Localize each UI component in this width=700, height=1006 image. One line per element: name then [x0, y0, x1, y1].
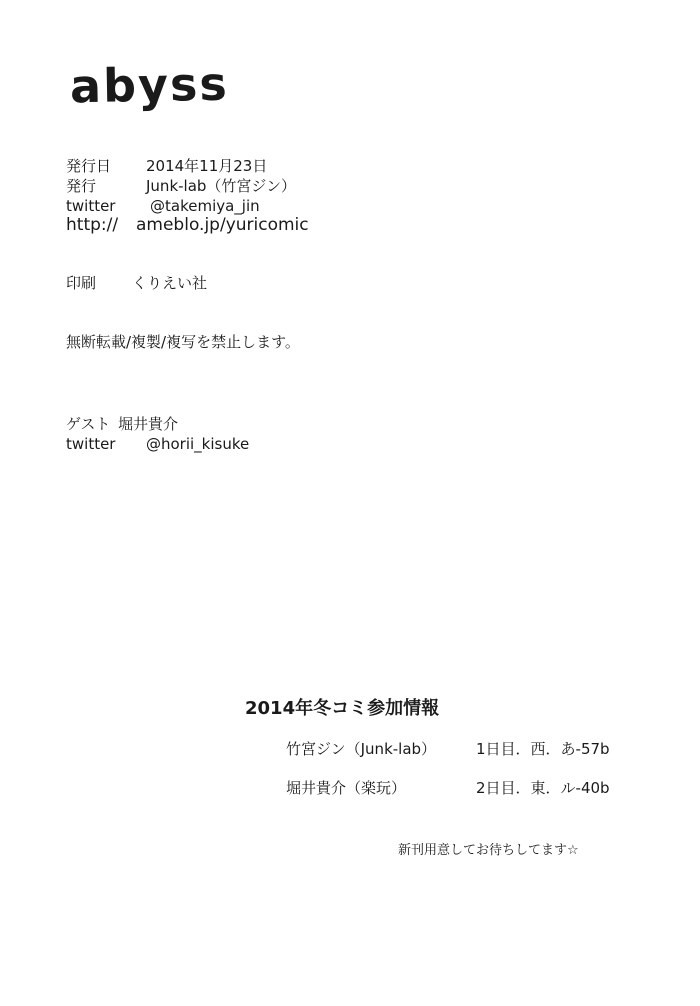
url-row [66, 216, 309, 236]
event-entry-name: 竹宮ジン（Junk-lab） [286, 740, 437, 758]
issue-date-value: 2014年11月23日 [146, 157, 268, 175]
book-title: abyss [69, 56, 230, 114]
twitter-label: twitter [66, 197, 116, 215]
event-entry-2 [286, 777, 610, 798]
event-info-title: 2014年冬コミ参加情報 [245, 698, 440, 719]
printer-row [66, 275, 207, 292]
guest-twitter-handle: @horii_kisuke [146, 435, 250, 453]
event-entry-booth: 1日目．西．あ-57b [476, 740, 610, 758]
publisher-label: 発行 [66, 177, 97, 195]
publisher-row [66, 178, 296, 195]
event-entry-booth: 2日目．東．ル-40b [476, 779, 610, 797]
printer-label: 印刷 [66, 274, 97, 292]
guest-row [66, 416, 178, 433]
url-scheme: http:// [66, 215, 119, 235]
issue-date-row [66, 158, 267, 175]
issue-date-label: 発行日 [66, 157, 112, 175]
guest-twitter-label: twitter [66, 435, 116, 453]
event-entry-1 [286, 738, 610, 759]
copyright-notice [66, 334, 300, 351]
closing-message: 新刊用意してお待ちしてます☆ [398, 843, 579, 858]
publisher-value: Junk-lab（竹宮ジン） [146, 177, 297, 195]
printer-value: くりえい社 [132, 274, 208, 292]
url-value: ameblo.jp/yuricomic [136, 215, 309, 235]
copyright-notice-text: 無断転載/複製/複写を禁止します。 [66, 333, 300, 351]
guest-label: ゲスト [66, 415, 111, 433]
guest-name: 堀井貴介 [118, 415, 179, 433]
twitter-handle: @takemiya_jin [150, 197, 260, 215]
guest-twitter-row [66, 436, 249, 453]
event-entry-name: 堀井貴介（楽玩） [286, 779, 407, 797]
twitter-row [66, 198, 260, 215]
